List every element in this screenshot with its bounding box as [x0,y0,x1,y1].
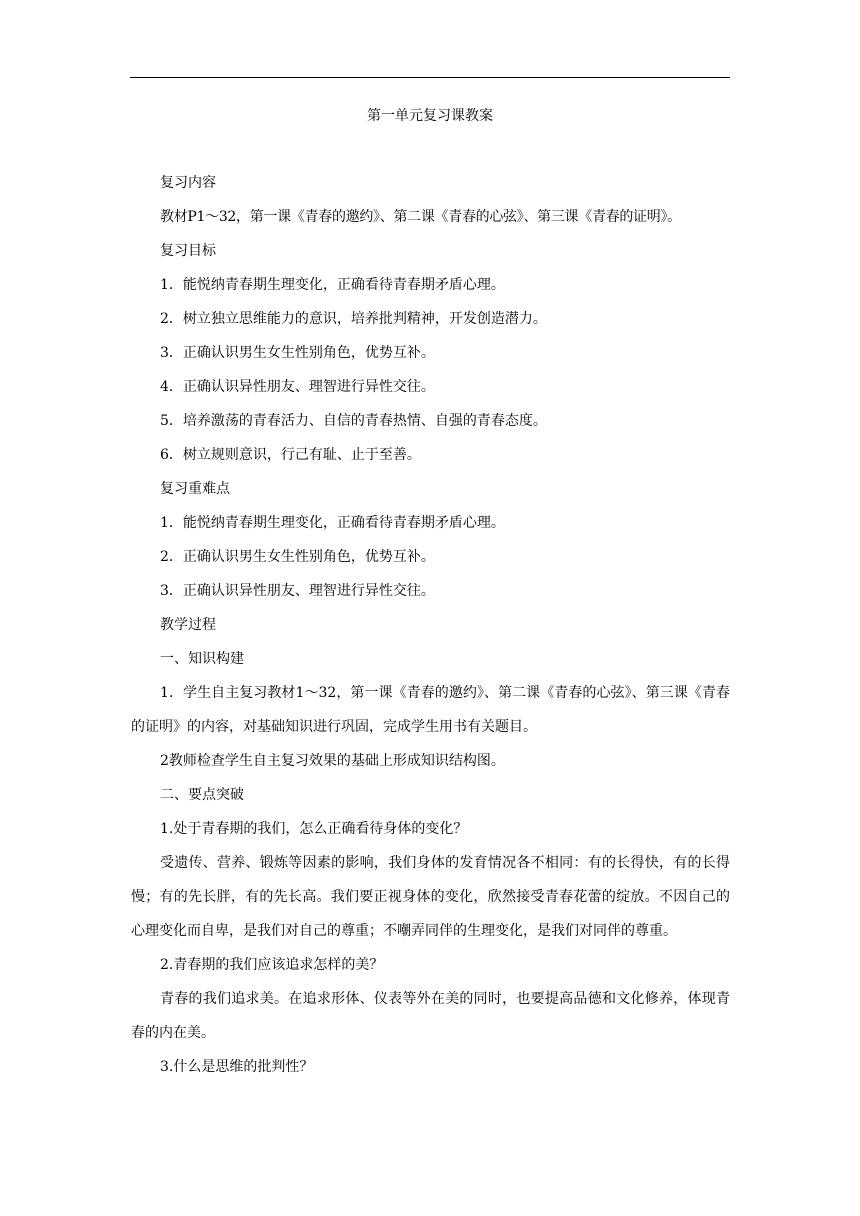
goal-item-1: 1．能悦纳青春期生理变化，正确看待青春期矛盾心理。 [160,277,505,293]
key-point-3: 3．正确认识异性朋友、理智进行异性交往。 [160,583,435,599]
header-rule [130,77,730,78]
section-heading-key-points: 复习重难点 [160,481,230,497]
answer-2: 青春的我们追求美。在追求形体、仪表等外在美的同时，也要提高品德和文化修养，体现青春的内在美。 [131,991,730,1041]
process-step-1: 1．学生自主复习教材1～32，第一课《青春的邀约》、第二课《青春的心弦》、第三课《青春的证明》的内容，对基础知识进行巩固，完成学生用书有关题目。 [131,685,730,735]
section-heading-teaching-process: 教学过程 [160,617,216,633]
process-step-2: 2教师检查学生自主复习效果的基础上形成知识结构图。 [160,753,505,769]
subsection-key-breakthrough: 二、要点突破 [160,787,244,803]
goal-item-3: 3．正确认识男生女生性别角色，优势互补。 [160,345,435,361]
subsection-knowledge-construction: 一、知识构建 [160,651,244,667]
goal-item-4: 4．正确认识异性朋友、理智进行异性交往。 [160,379,435,395]
key-point-2: 2．正确认识男生女生性别角色，优势互补。 [160,549,435,565]
goal-item-6: 6．树立规则意识，行己有耻、止于至善。 [160,447,421,463]
document-title: 第一单元复习课教案 [367,108,493,124]
document-body [131,166,730,1084]
question-1: 1.处于青春期的我们，怎么正确看待身体的变化？ [160,821,468,837]
question-3: 3.什么是思维的批判性？ [160,1059,314,1075]
goal-item-5: 5．培养激荡的青春活力、自信的青春热情、自强的青春态度。 [160,413,547,429]
section-heading-review-content: 复习内容 [160,175,216,191]
section-heading-review-goals: 复习目标 [160,243,216,259]
answer-1: 受遗传、营养、锻炼等因素的影响，我们身体的发育情况各不相同：有的长得快，有的长得慢；有的先长胖，有的先长高。我们要正视身体的变化，欣然接受青春花蕾的绽放。不因自己的心理变化而自卑，是我们对自己的尊重；不嘲弄同伴的生理变化，是我们对同伴的尊重。 [131,855,730,939]
question-2: 2.青春期的我们应该追求怎样的美？ [160,957,384,973]
review-content-text: 教材P1～32，第一课《青春的邀约》、第二课《青春的心弦》、第三课《青春的证明》。 [160,209,681,225]
goal-item-2: 2．树立独立思维能力的意识，培养批判精神，开发创造潜力。 [160,311,547,327]
key-point-1: 1．能悦纳青春期生理变化，正确看待青春期矛盾心理。 [160,515,505,531]
